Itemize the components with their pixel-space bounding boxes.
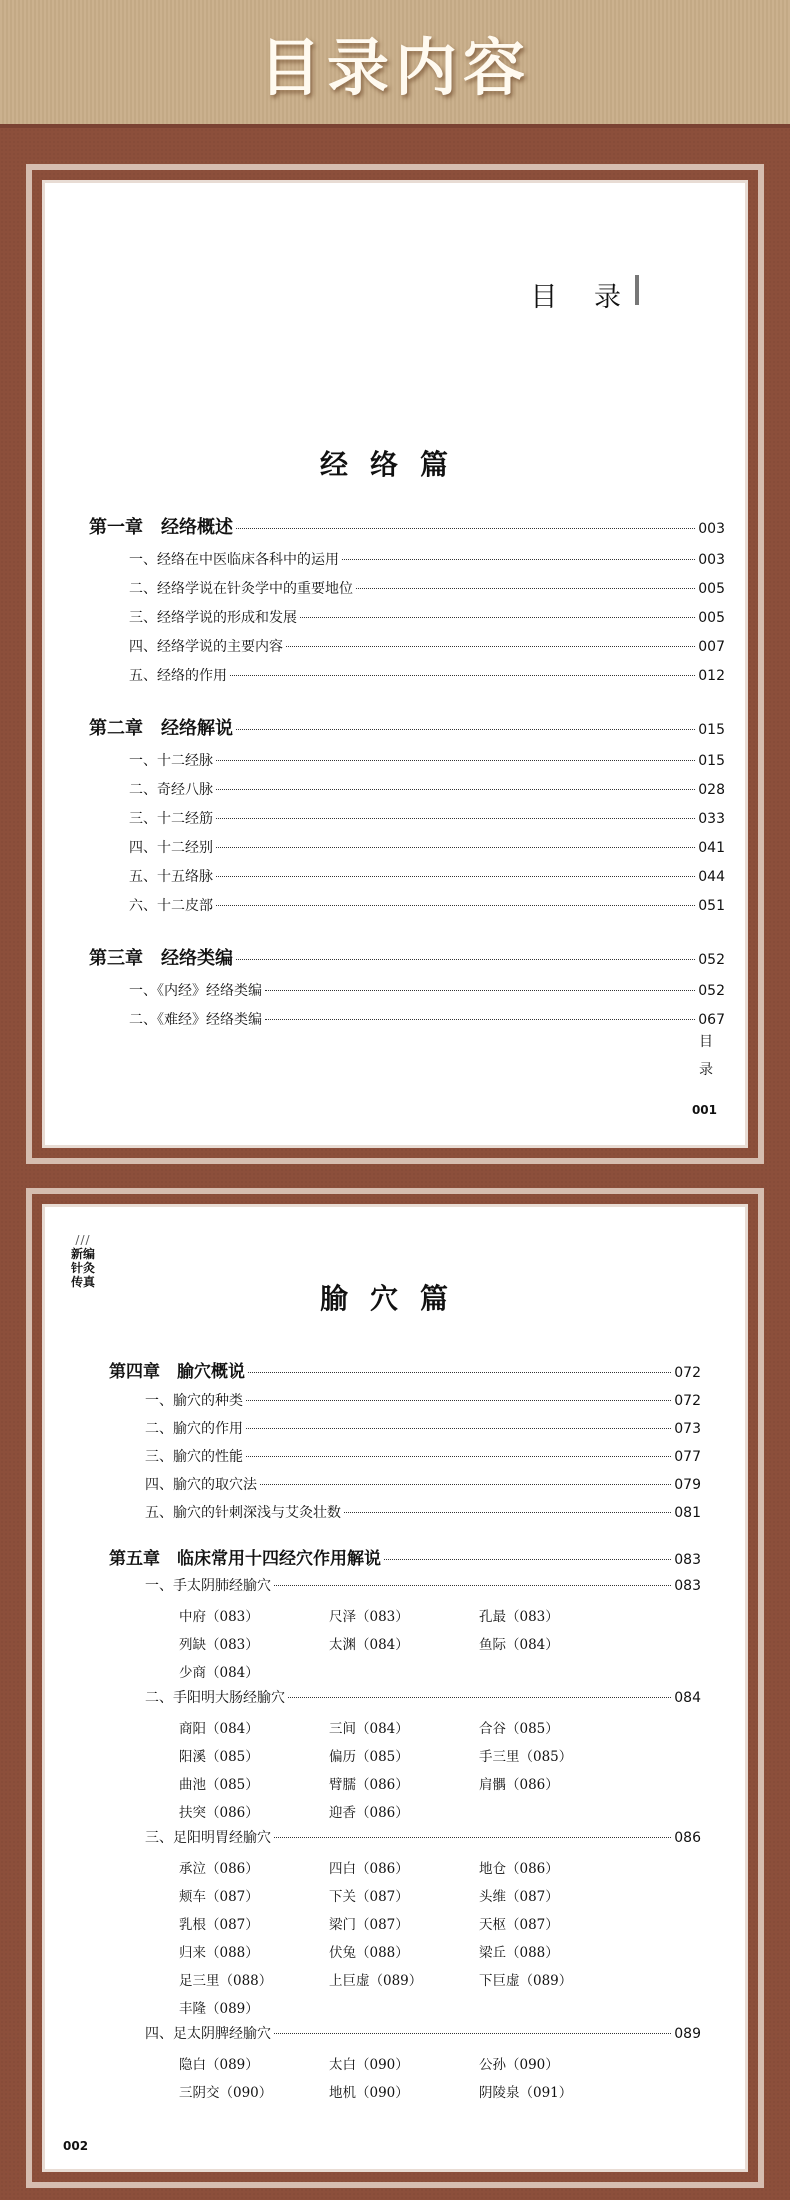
acupoint-entry[interactable]: 臂臑（086） bbox=[329, 1777, 409, 1793]
acupoint-entry[interactable]: 阳溪（085） bbox=[179, 1749, 259, 1765]
acupoint-entry[interactable]: 梁丘（088） bbox=[479, 1945, 559, 1961]
acupoint-entry[interactable]: 归来（088） bbox=[179, 1945, 259, 1961]
acupoint-entry[interactable]: 手三里（085） bbox=[479, 1749, 573, 1765]
acupoint-entry[interactable]: 肩髃（086） bbox=[479, 1777, 559, 1793]
toc-chapter-1[interactable]: 第一章 经络概述 003 bbox=[89, 517, 725, 538]
acupoint-entry[interactable]: 颊车（087） bbox=[179, 1889, 259, 1905]
toc-item[interactable]: 二、经络学说在针灸学中的重要地位 005 bbox=[129, 581, 725, 597]
toc-list-2 bbox=[109, 1357, 701, 2107]
acupoint-entry[interactable]: 伏兔（088） bbox=[329, 1945, 409, 1961]
toc-chapter-5[interactable]: 第五章 临床常用十四经穴作用解说 083 bbox=[109, 1549, 701, 1569]
acupoint-grid bbox=[145, 1855, 701, 2023]
acupoint-entry[interactable]: 扶突（086） bbox=[179, 1805, 259, 1821]
acupoint-entry[interactable]: 曲池（085） bbox=[179, 1777, 259, 1793]
acupoint-entry[interactable]: 商阳（084） bbox=[179, 1721, 259, 1737]
acupoint-entry[interactable]: 三阴交（090） bbox=[179, 2085, 273, 2101]
acupoint-entry[interactable]: 中府（083） bbox=[179, 1609, 259, 1625]
acupoint-grid bbox=[145, 2051, 701, 2107]
acupoint-entry[interactable]: 头维（087） bbox=[479, 1889, 559, 1905]
acupoint-entry[interactable]: 天枢（087） bbox=[479, 1917, 559, 1933]
toc-meridian-group[interactable]: 三、足阳明胃经腧穴 086 bbox=[145, 1830, 701, 1846]
toc-item[interactable]: 三、十二经筋 033 bbox=[129, 811, 725, 827]
acupoint-entry[interactable]: 太白（090） bbox=[329, 2057, 409, 2073]
toc-meridian-group[interactable]: 四、足太阴脾经腧穴 089 bbox=[145, 2026, 701, 2042]
acupoint-entry[interactable]: 隐白（089） bbox=[179, 2057, 259, 2073]
toc-meridian-group[interactable]: 二、手阳明大肠经腧穴 084 bbox=[145, 1690, 701, 1706]
toc-item[interactable]: 一、《内经》经络类编 052 bbox=[129, 983, 725, 999]
acupoint-entry[interactable]: 阴陵泉（091） bbox=[479, 2085, 573, 2101]
acupoint-entry[interactable]: 偏历（085） bbox=[329, 1749, 409, 1765]
folio-2: 002 bbox=[63, 2139, 89, 2153]
banner-title: 目录内容 bbox=[258, 30, 531, 104]
toc-item[interactable]: 四、经络学说的主要内容 007 bbox=[129, 639, 725, 655]
section-title-acupoints: 腧穴篇 bbox=[319, 1282, 470, 1315]
acupoint-entry[interactable]: 足三里（088） bbox=[179, 1973, 273, 1989]
acupoint-entry[interactable]: 少商（084） bbox=[179, 1665, 259, 1681]
toc-item[interactable]: 二、《难经》经络类编 067 bbox=[129, 1012, 725, 1028]
toc-item[interactable]: 一、十二经脉 015 bbox=[129, 753, 725, 769]
toc-chapter-4[interactable]: 第四章 腧穴概说 072 bbox=[109, 1362, 701, 1382]
toc-item[interactable]: 六、十二皮部 051 bbox=[129, 898, 725, 914]
acupoint-entry[interactable]: 尺泽（083） bbox=[329, 1609, 409, 1625]
toc-item[interactable]: 四、腧穴的取穴法 079 bbox=[145, 1477, 701, 1493]
toc-item[interactable]: 二、腧穴的作用 073 bbox=[145, 1421, 701, 1437]
toc-chapter-2[interactable]: 第二章 经络解说 015 bbox=[89, 718, 725, 739]
logo-text: 新编针灸传真 bbox=[71, 1247, 96, 1289]
acupoint-entry[interactable]: 下巨虚（089） bbox=[479, 1973, 573, 1989]
toc-item[interactable]: 四、十二经别 041 bbox=[129, 840, 725, 856]
toc-item[interactable]: 二、奇经八脉 028 bbox=[129, 782, 725, 798]
logo-marks: /// bbox=[75, 1233, 91, 1247]
acupoint-entry[interactable]: 公孙（090） bbox=[479, 2057, 559, 2073]
toc-item[interactable]: 一、经络在中医临床各科中的运用 003 bbox=[129, 552, 725, 568]
acupoint-grid bbox=[145, 1603, 701, 1687]
toc-item[interactable]: 一、腧穴的种类 072 bbox=[145, 1393, 701, 1409]
page-frame-1 bbox=[26, 164, 764, 1164]
acupoint-entry[interactable]: 合谷（085） bbox=[479, 1721, 559, 1737]
acupoint-entry[interactable]: 列缺（083） bbox=[179, 1637, 259, 1653]
acupoint-entry[interactable]: 丰隆（089） bbox=[179, 2001, 259, 2017]
acupoint-entry[interactable]: 鱼际（084） bbox=[479, 1637, 559, 1653]
section-title-meridians: 经络篇 bbox=[319, 448, 470, 481]
acupoint-entry[interactable]: 三间（084） bbox=[329, 1721, 409, 1737]
folio-1: 001 bbox=[691, 1103, 717, 1117]
toc-page-2 bbox=[42, 1204, 748, 2172]
toc-item[interactable]: 五、十五络脉 044 bbox=[129, 869, 725, 885]
acupoint-entry[interactable]: 地仓（086） bbox=[479, 1861, 559, 1877]
banner bbox=[0, 0, 790, 128]
acupoint-entry[interactable]: 迎香（086） bbox=[329, 1805, 409, 1821]
heading-bar bbox=[635, 275, 639, 305]
toc-item[interactable]: 三、腧穴的性能 077 bbox=[145, 1449, 701, 1465]
acupoint-entry[interactable]: 乳根（087） bbox=[179, 1917, 259, 1933]
toc-chapter-3[interactable]: 第三章 经络类编 052 bbox=[89, 948, 725, 969]
acupoint-entry[interactable]: 四白（086） bbox=[329, 1861, 409, 1877]
page-frame-2 bbox=[26, 1188, 764, 2188]
acupoint-entry[interactable]: 上巨虚（089） bbox=[329, 1973, 423, 1989]
acupoint-entry[interactable]: 地机（090） bbox=[329, 2085, 409, 2101]
contents-heading: 目 录 bbox=[530, 282, 635, 313]
toc-list-1 bbox=[89, 513, 725, 1038]
toc-page-1 bbox=[42, 180, 748, 1148]
toc-item[interactable]: 五、经络的作用 012 bbox=[129, 668, 725, 684]
acupoint-entry[interactable]: 下关（087） bbox=[329, 1889, 409, 1905]
toc-meridian-group[interactable]: 一、手太阴肺经腧穴 083 bbox=[145, 1578, 701, 1594]
acupoint-entry[interactable]: 承泣（086） bbox=[179, 1861, 259, 1877]
side-label: 目录 bbox=[699, 1034, 713, 1078]
acupoint-grid bbox=[145, 1715, 701, 1827]
toc-item[interactable]: 三、经络学说的形成和发展 005 bbox=[129, 610, 725, 626]
acupoint-entry[interactable]: 孔最（083） bbox=[479, 1609, 559, 1625]
acupoint-entry[interactable]: 太渊（084） bbox=[329, 1637, 409, 1653]
toc-item[interactable]: 五、腧穴的针刺深浅与艾灸壮数 081 bbox=[145, 1505, 701, 1521]
acupoint-entry[interactable]: 梁门（087） bbox=[329, 1917, 409, 1933]
